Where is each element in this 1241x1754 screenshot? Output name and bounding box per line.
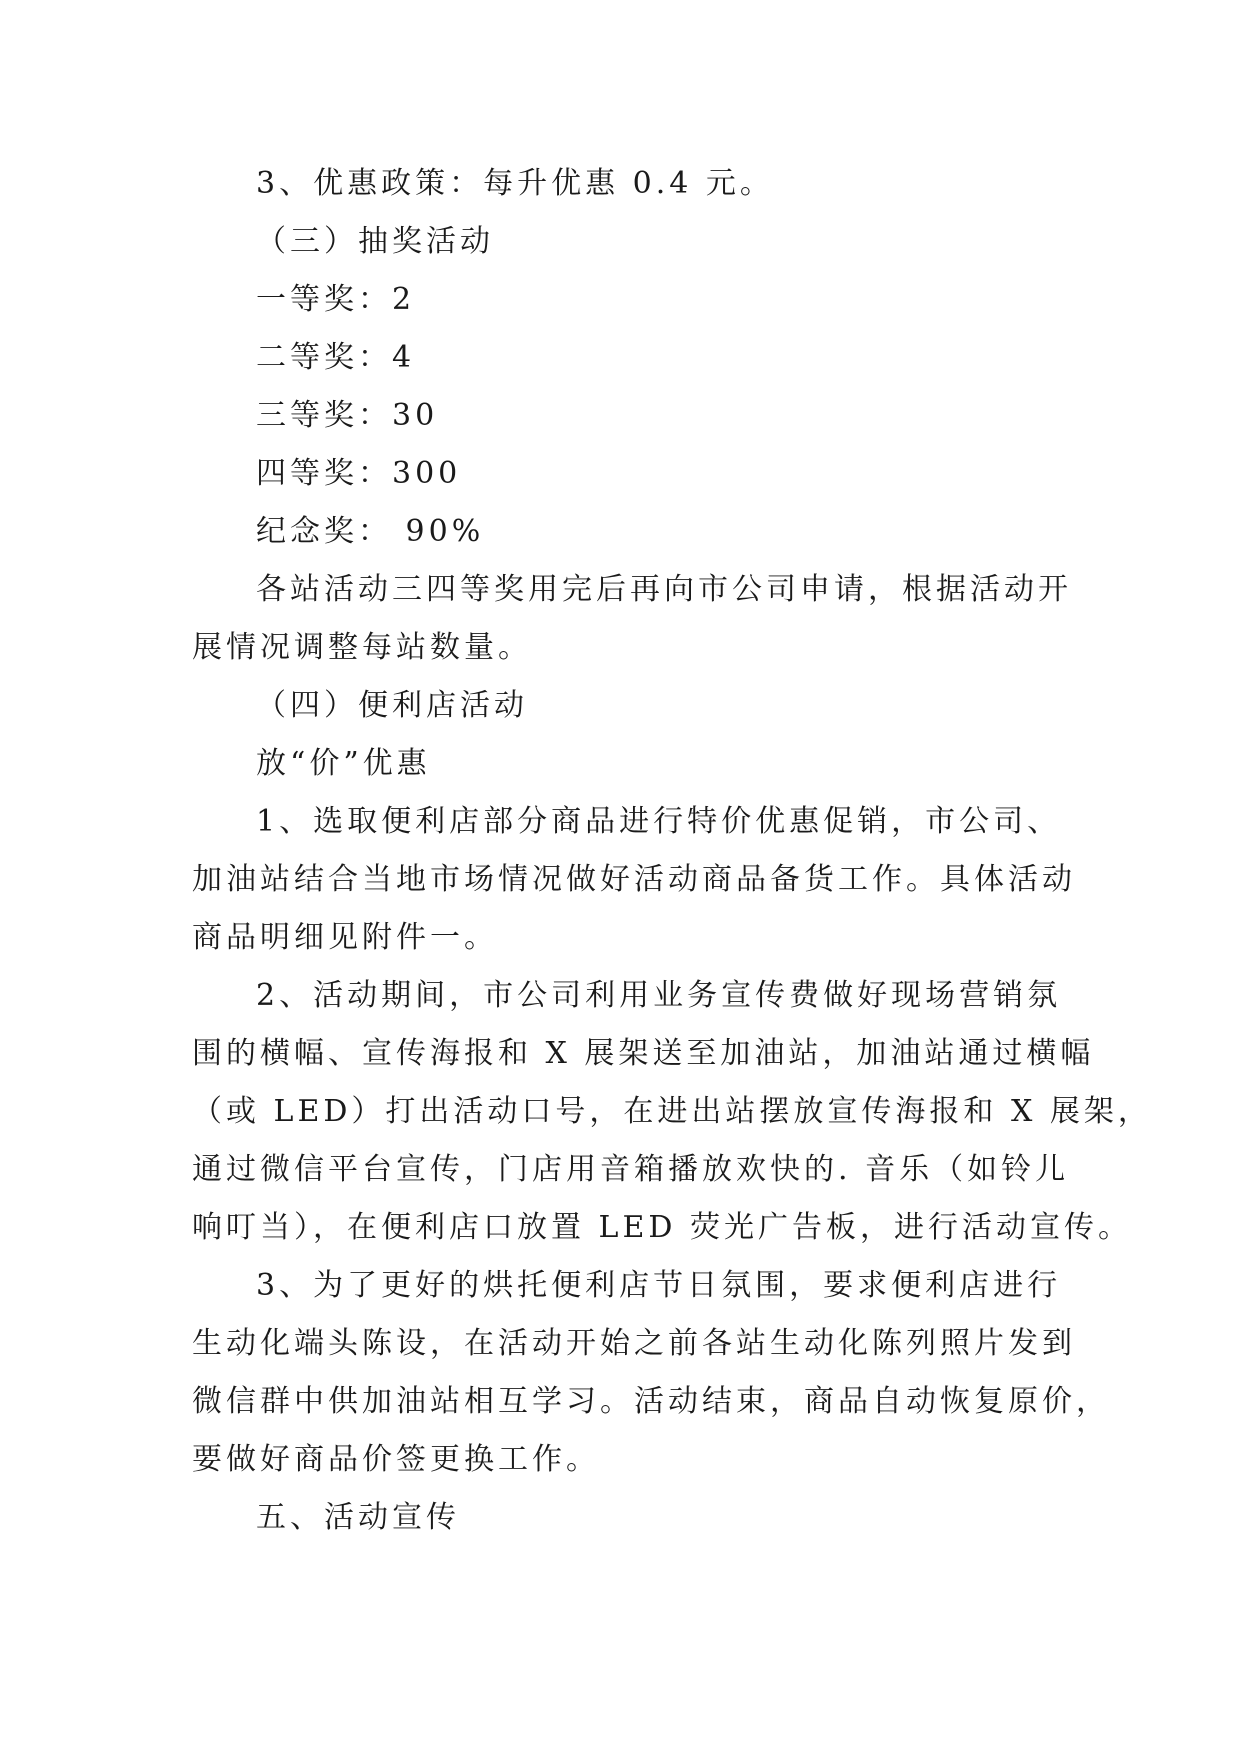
paragraph-line: 1、选取便利店部分商品进行特价优惠促销，市公司、 bbox=[256, 804, 1062, 839]
paragraph-line: 通过微信平台宣传，门店用音箱播放欢快的. 音乐（如铃儿 bbox=[192, 1152, 1070, 1187]
paragraph-line: 2、活动期间，市公司利用业务宣传费做好现场营销氛 bbox=[256, 978, 1062, 1013]
prize-second: 二等奖：4 bbox=[256, 340, 416, 375]
paragraph-line: 围的横幅、宣传海报和 X 展架送至加油站，加油站通过横幅 bbox=[192, 1036, 1095, 1071]
section-heading-promotion: 五、活动宣传 bbox=[256, 1500, 460, 1535]
paragraph-line: 展情况调整每站数量。 bbox=[192, 630, 532, 665]
subheading-discount: 放“价”优惠 bbox=[256, 746, 431, 781]
paragraph-line: 3、为了更好的烘托便利店节日氛围，要求便利店进行 bbox=[256, 1268, 1062, 1303]
prize-fourth: 四等奖：300 bbox=[256, 456, 462, 491]
section-heading-lottery: （三）抽奖活动 bbox=[256, 224, 494, 259]
paragraph-line: （或 LED）打出活动口号，在进出站摆放宣传海报和 X 展架， bbox=[192, 1094, 1152, 1129]
paragraph-line: 加油站结合当地市场情况做好活动商品备货工作。具体活动 bbox=[192, 862, 1076, 897]
prize-first: 一等奖：2 bbox=[256, 282, 416, 317]
document-body bbox=[192, 155, 1152, 1547]
prize-souvenir: 纪念奖： 90% bbox=[256, 514, 485, 549]
paragraph-line: 要做好商品价签更换工作。 bbox=[192, 1442, 600, 1477]
policy-line: 3、优惠政策：每升优惠 0.4 元。 bbox=[256, 166, 774, 201]
paragraph-line: 各站活动三四等奖用完后再向市公司申请，根据活动开 bbox=[256, 572, 1072, 607]
prize-third: 三等奖：30 bbox=[256, 398, 439, 433]
paragraph-line: 生动化端头陈设，在活动开始之前各站生动化陈列照片发到 bbox=[192, 1326, 1076, 1361]
section-heading-store: （四）便利店活动 bbox=[256, 688, 528, 723]
paragraph-line: 响叮当），在便利店口放置 LED 荧光广告板，进行活动宣传。 bbox=[192, 1210, 1132, 1245]
paragraph-line: 商品明细见附件一。 bbox=[192, 920, 498, 955]
paragraph-line: 微信群中供加油站相互学习。活动结束，商品自动恢复原价， bbox=[192, 1384, 1110, 1419]
